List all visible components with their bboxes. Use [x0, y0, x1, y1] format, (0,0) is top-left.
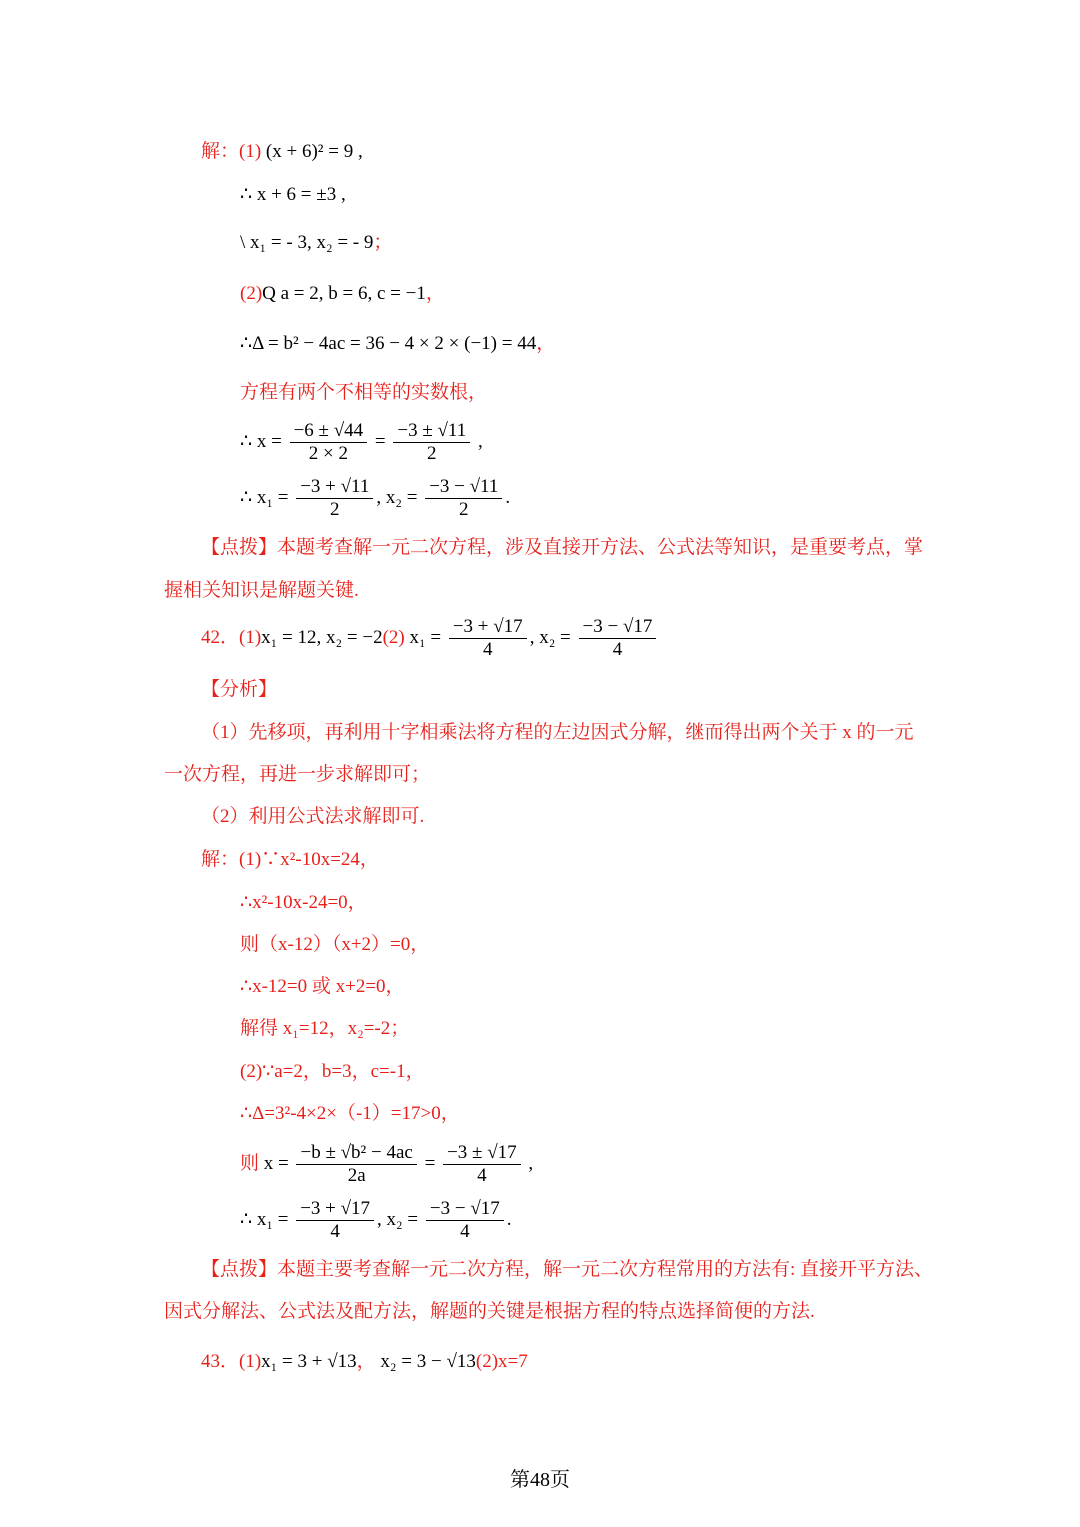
solution-b-line5: 解得 x₁=12，x₂=-2；: [240, 1018, 410, 1039]
solution-b-line1: 解：(1)∵x²-10x=24，: [201, 849, 379, 870]
question-number: 43．: [201, 1351, 240, 1372]
solution-b-line3: 则（x-12）（x+2）=0，: [240, 934, 430, 955]
analysis-heading: 【分析】: [201, 679, 278, 700]
equation: ∴Δ = b² − 4ac = 36 − 4 × 2 × (−1) = 44: [240, 333, 537, 354]
fraction: $\frac{\text{−b ± √b² − 4ac}}{2a}$: [296, 1142, 416, 1187]
solution-b-line2: ∴x²-10x-24=0，: [240, 892, 367, 913]
fraction: $\frac{-3 \pm √17}{4}$: [443, 1142, 521, 1187]
solution-a-line7: ∴ x = $\frac{-6 \pm √44}{2 \times 2}$ = $\frac{-3 \pm √11}{2}$ ,: [240, 420, 483, 464]
equation: \ x₁ = - 3, x₂ = - 9: [240, 232, 374, 253]
analysis-line3: （2）利用公式法求解即可.: [201, 806, 425, 827]
analysis-line1: （1）先移项，再利用十字相乘法将方程的左边因式分解，继而得出两个关于 x 的一元: [201, 722, 914, 743]
solution-a-line8: ∴ x₁ = $\frac{-3 + √11}{2}$ , x₂ = $\frac{-3 - √11}{2}$ .: [240, 476, 511, 520]
fraction: $\frac{-3 + √11}{2}$: [296, 476, 373, 521]
question-43-answer: 43．(1)x₁ = 3 + √13， x₂ = 3 − √13(2)x=7: [201, 1351, 528, 1372]
question-42-answer: 42．(1)x₁ = 12, x₂ = −2(2) x₁ = $\frac{-3 + √17}{4}$ , x₂ = $\frac{-3 - √17}{4}$: [201, 616, 659, 661]
solution-a-line6: 方程有两个不相等的实数根，: [240, 382, 488, 403]
solution-a-line4: (2)Q a = 2, b = 6, c = −1，: [240, 283, 445, 304]
solution-label: 解：: [201, 849, 240, 870]
solution-a-line2: [240, 182, 346, 208]
analysis-line2: 一次方程，再进一步求解即可；: [164, 764, 431, 785]
question-number: 42．: [201, 626, 240, 648]
solution-a-line3: \ x₁ = - 3, x₂ = - 9；: [240, 232, 393, 253]
fraction: $\frac{-3 \pm √11}{2}$: [393, 420, 470, 465]
tip-a-line1: 【点拨】本题考查解一元二次方程，涉及直接开方法、公式法等知识，是重要考点，掌: [201, 537, 924, 558]
solution-b-line6: (2)∵a=2，b=3，c=-1，: [240, 1061, 425, 1082]
fraction: $\frac{-3 - √17}{4}$: [426, 1198, 504, 1243]
page-number: 第48页: [510, 1469, 570, 1491]
fraction: $\frac{-3 - √17}{4}$: [579, 616, 657, 661]
solution-b-line4: ∴x-12=0 或 x+2=0，: [240, 976, 405, 997]
solution-b-line7: ∴Δ=3²-4×2×（-1）=17>0，: [240, 1103, 460, 1124]
solution-b-line9: ∴ x₁ = $\frac{-3 + √17}{4}$ , x₂ = $\frac{-3 - √17}{4}$ .: [240, 1198, 512, 1242]
equation: (x + 6)² = 9 ,: [265, 141, 363, 162]
solution-a-line1: 解：(1) (x + 6)² = 9 ,: [201, 141, 363, 162]
fraction: $\frac{-6 \pm √44}{2 \times 2}$: [290, 420, 368, 465]
solution-label: 解：: [201, 141, 240, 162]
fraction: $\frac{-3 - √11}{2}$: [425, 476, 502, 521]
fraction: $\frac{-3 + √17}{4}$: [449, 616, 527, 661]
equation: Q a = 2, b = 6, c = −1: [262, 283, 426, 304]
tip-b-line2: 因式分解法、公式法及配方法，解题的关键是根据方程的特点选择简便的方法.: [164, 1301, 815, 1322]
solution-a-line5: ∴Δ = b² − 4ac = 36 − 4 × 2 × (−1) = 44，: [240, 333, 556, 354]
tip-b-line1: 【点拨】本题主要考查解一元二次方程，解一元二次方程常用的方法有: 直接开平方法、: [201, 1259, 934, 1280]
tip-a-line2: 握相关知识是解题关键.: [164, 580, 359, 601]
solution-b-line8: 则 x = $\frac{\text{−b ± √b² − 4ac}}{2a}$ = $\frac{-3 \pm √17}{4}$ ,: [240, 1142, 534, 1186]
fraction: $\frac{-3 + √17}{4}$: [296, 1198, 374, 1243]
equation: ∴ x + 6 = ±3 ,: [240, 184, 346, 205]
